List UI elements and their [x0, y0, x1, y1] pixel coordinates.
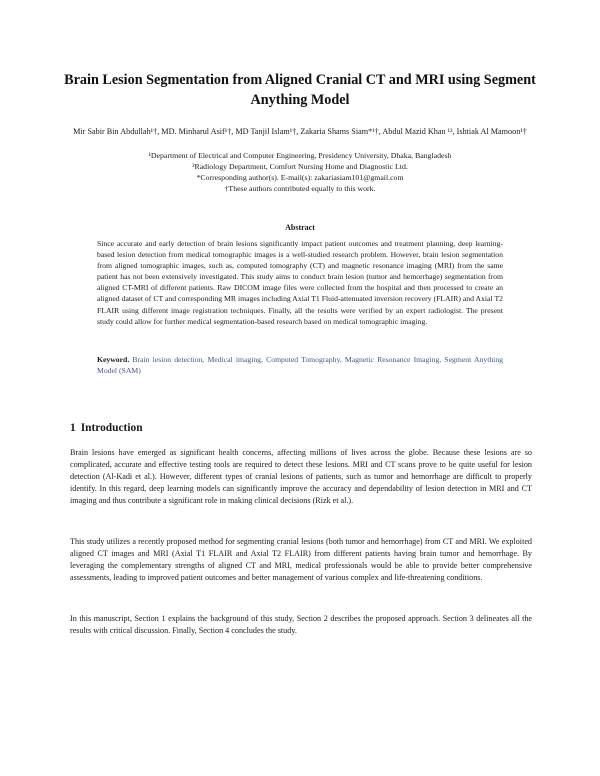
keywords-block	[97, 354, 503, 376]
intro-paragraph-2: This study utilizes a recently proposed method for segmenting cranial lesions (both tumor and hemorrhage) from CT and MRI. We exploited aligned CT images and MRI (Axial T1 FLAIR and Axial T2 FLAIR) from different patients having brain tumor and hemorrhage. By leveraging the complementary strengths of aligned CT and MRI, medical professionals would be able to provide better comprehensive assessments, leading to improved patient outcomes and better management of various complex and life-threatening conditions.	[70, 537, 532, 583]
intro-paragraph-3: In this manuscript, Section 1 explains the background of this study, Section 2 describes the proposed approach. Section 3 delineates all the results with critical discussion. Finally, Section 4 concludes the study.	[70, 614, 532, 636]
keywords-text: Brain lesion detection, Medical imaging, Computed Tomography, Magnetic Resonance Imaging, Segment Anything Model (SAM)	[97, 355, 504, 376]
abstract-heading: Abstract	[285, 223, 315, 232]
section-heading	[70, 422, 143, 434]
abstract-text: Since accurate and early detection of brain lesions significantly impact patient outcomes and treatment planning, deep learning-based lesion detection from medical tomographic images is a well-studied research problem. However, brain lesion segmentation from aligned tomographic images, such as, computed tomography (CT) and magnetic resonance imaging (MRI) from the same patient has not been extensively investigated. This study aims to conduct brain lesion (tumor and hemorrhage) segmentation from aligned CT-MRI of different patients. Raw DICOM image files were collected from the hospital and then processed to create an aligned dataset of CT and corresponding MR images including Axial T1 Fluid-attenuated inversion recovery (FLAIR) and Axial T2 FLAIR using different image registration techniques. Finally, all the results were verified by an expert radiologist. The present study could allow for further medical segmentation-based research based on medical tomographic imaging.	[97, 239, 503, 326]
section-title: Introduction	[80, 422, 143, 434]
intro-paragraph-1: Brain lesions have emerged as significant health concerns, affecting millions of lives across the globe. Because these lesions are so complicated, accurate and effective testing tools are required to detect these lesions. MRI and CT scans prove to be quite useful for lesion detection (Al-Kadi et al.). However, different types of cranial lesions of patients, such as tumor and hemorrhage are difficult to properly identify. In this regard, deep learning models can significantly improve the accuracy and dependability of lesion detection in MRI and CT imaging and thus contribute a significant role in making clinical decisions (Rizk et al.).	[70, 448, 532, 506]
affiliation-2: ²Radiology Department, Comfort Nursing Home and Diagnostic Ltd.	[192, 162, 408, 171]
paper-title: Brain Lesion Segmentation from Aligned Cranial CT and MRI using Segment Anything Model	[64, 72, 536, 108]
affiliation-1: ¹Department of Electrical and Computer Engineering, Presidency University, Dhaka, Bangladesh	[148, 151, 452, 160]
keywords-label: Keyword.	[97, 355, 130, 364]
equal-contribution-note: †These authors contributed equally to this work.	[224, 184, 376, 193]
corresponding-author: *Corresponding author(s). E-mail(s): zakariasiam101@gmail.com	[196, 173, 404, 182]
section-number: 1	[70, 422, 76, 434]
author-list: Mir Sabir Bin Abdullah¹†, MD. Minharul Asif¹†, MD Tanjil Islam¹†, Zakaria Shams Siam*¹†, Abdul Mazid Khan ¹², Ishtiak Al Mamoon¹†	[73, 127, 527, 136]
affiliations	[70, 150, 530, 194]
